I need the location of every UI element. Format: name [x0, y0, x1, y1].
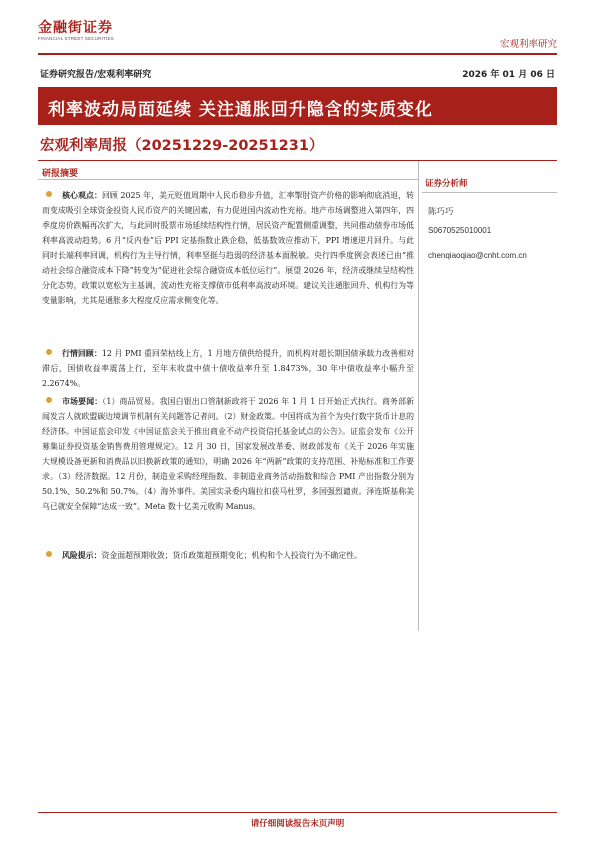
logo-en-text: FINANCIAL STREET SECURITIES: [38, 36, 114, 41]
analyst-name: 陈巧巧: [428, 207, 454, 217]
bullet-dot-icon: [46, 551, 52, 557]
footer-disclaimer: 请仔细阅读报告末页声明: [250, 819, 345, 829]
header-divider: [38, 53, 557, 55]
bullet-dot-icon: [46, 349, 52, 355]
bullet-label: 行情回顾：: [62, 349, 102, 358]
report-subtitle: 宏观利率周报（20251229-20251231）: [40, 138, 324, 154]
page-title: 利率波动局面延续 关注通胀回升隐含的实质变化: [48, 100, 433, 120]
bullet-dot-icon: [46, 191, 52, 197]
bullet-market-review: [42, 346, 414, 391]
bullet-dot-icon: [46, 397, 52, 403]
logo-cn-text: 金融街证券: [38, 20, 113, 36]
bullet-label: 市场要闻：: [62, 397, 103, 406]
analyst-email[interactable]: chenqiaoqiao@cnht.com.cn: [428, 251, 527, 260]
bullet-text: （1）商品贸易。我国白银出口管制新政将于 2026 年 1 月 1 日开始正式执行。商务部新闻发言人就欧盟碳边境调节机制有关问题答记者问。（2）财金政策。中国将成为首个为央行数字货币计息的经济体。中国证监会印发《中国证监会关于推出商业不动产投资信托基金试点的公告》。证监会发布《公开募集证券投资基金销售费用管理规定》。12 月 30 日，国家发展改革委、财政部发布《关于 2026 年实施大规模设备更新和消费品以旧换新政策的通知》，明确 2026 年“两新”政策的支持范围、补贴标准和工作要求。（3）经济数据。12 月份，制造业采购经理指数、非制造业商务活动指数和综合 PMI 产出指数分别为 50.1%、50.2%和 50.7%。（4）海外事件。美国实录委内瑞拉扣获马杜罗，多国强烈谴责。泽连斯基称美乌已就安全保障“达成一致”。Meta 数十亿美元收购 Manus。: [42, 397, 414, 511]
footer-divider: [38, 812, 557, 813]
bullet-text: 资金面超预期收敛；货币政策超预期变化；机构和个人投资行为不确定性。: [101, 551, 362, 560]
section-divider: [38, 179, 418, 180]
sidebar-heading: 证券分析师: [425, 179, 468, 189]
bullet-core-view: [42, 188, 414, 308]
report-category: 宏观利率研究: [499, 39, 557, 50]
report-date: 2026 年 01 月 06 日: [462, 70, 555, 80]
title-banner: [38, 87, 557, 125]
bullet-label: 风险提示：: [62, 551, 102, 560]
bullet-market-news: [42, 394, 414, 514]
bullet-risk-warning: [42, 548, 414, 563]
analyst-cert-number: S0670525010001: [428, 226, 492, 235]
sidebar-divider: [422, 192, 557, 193]
bullet-text: 回顾 2025 年，美元贬值周期中人民币稳步升值，汇率掣肘资产价格的影响彻底消退，转而变成吸引全球资金投资人民币资产的关键因素，有力促进国内流动性充裕。地产市场调整进入第四年，四季度房价跌幅再次扩大，与此同时股票市场延续结构性行情，居民资产配置侧重调整，共同推动债券市场低利率高波动趋势。6 月“反内卷”后 PPI 定基指数止跌企稳，低基数效应推动下，PPI 增速逆月回升。与此同时长端利率回调，机构行为主导行情，利率坚挺与趋弱的经济基本面脱敏。央行四季度例会表述已由“推动社会综合融资成本下降”转变为“促进社会综合融资成本低位运行”。展望 2026 年，经济或继续呈结构性分化态势，政策以宽松为主基调，流动性充裕支撑债市低利率高波动环境。建议关注通胀回升、机构行为等变量影响，尤其是通胀多大程度反应需求侧变化等。: [42, 191, 414, 305]
bullet-label: 核心观点：: [62, 191, 102, 200]
report-type: 证券研究报告/宏观利率研究: [40, 70, 152, 80]
bullet-text: 12 月 PMI 重回荣枯线上方，1 月地方债供给提升，而机构对超长期国债承载力改善相对滞后，国债收益率震荡上行，至年末收盘中债十债收益率升至 1.8473%，30 年中债收益率小幅升至 2.2674%。: [42, 349, 414, 388]
brand-logo: [38, 20, 128, 48]
section-heading: 研报摘要: [42, 169, 79, 179]
